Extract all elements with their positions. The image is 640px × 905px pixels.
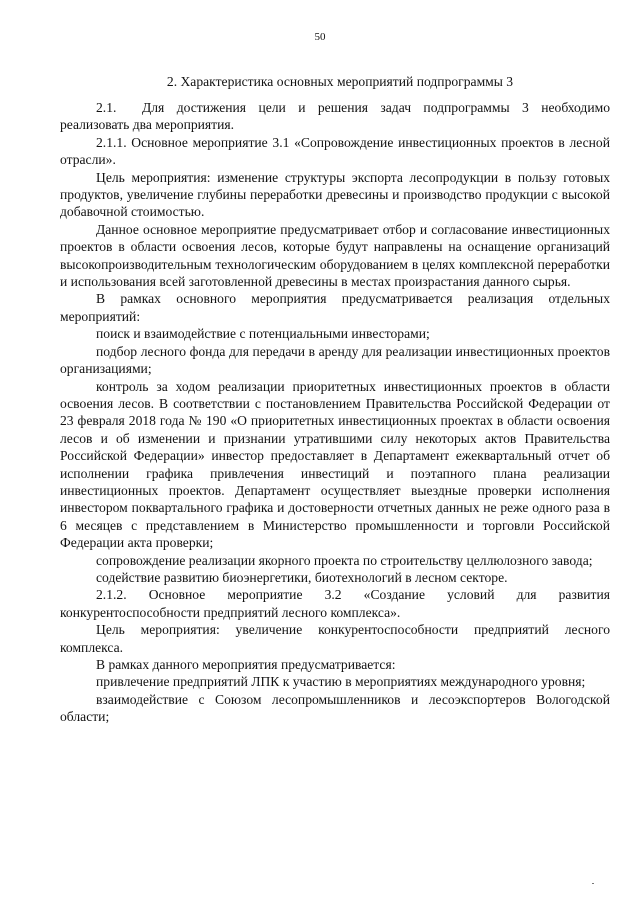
paragraph-12: Цель мероприятия: увеличение конкурентоспособности предприятий лесного комплекса.	[60, 622, 610, 655]
body-text	[60, 99, 610, 726]
paragraph-7: подбор лесного фонда для передачи в аренду для реализации инвестиционных проектов организациями;	[60, 343, 610, 377]
paragraph-2: 2.1.1. Основное мероприятие 3.1 «Сопровождение инвестиционных проектов в лесной отрасли».	[60, 134, 610, 168]
paragraph-6: поиск и взаимодействие с потенциальными инвесторами;	[96, 326, 430, 342]
paragraph-15: взаимодействие с Союзом лесопромышленников и лесоэкспортеров Вологодской области;	[60, 691, 610, 725]
paragraph-13: В рамках данного мероприятия предусматривается:	[96, 657, 396, 672]
paragraph-4: Данное основное мероприятие предусматривает отбор и согласование инвестиционных проектов в области освоения лесов, которые будут направлены на оснащение организаций высокопроизводительным технологическим оборудованием в целях комплексной переработки и использования всей заготовленной древесины в местах произрастания данного сырья.	[60, 221, 610, 290]
scan-mark	[592, 883, 594, 884]
section-heading: 2. Характеристика основных мероприятий подпрограммы 3	[166, 74, 514, 89]
paragraph-9: сопровождение реализации якорного проекта по строительству целлюлозного завода;	[96, 552, 593, 568]
paragraph-10: содействие развитию биоэнергетики, биотехнологий в лесном секторе.	[96, 569, 508, 585]
page-number: 50	[314, 31, 326, 43]
paragraph-number: 2.1.	[96, 100, 117, 115]
paragraph-14: привлечение предприятий ЛПК к участию в мероприятиях международного уровня;	[96, 674, 586, 690]
paragraph-8: контроль за ходом реализации приоритетных инвестиционных проектов в области освоения лесов. В соответствии с постановлением Правительства Российской Федерации от 23 февраля 2018 года № 190 «О приоритетных инвестиционных проектах в области освоения лесов и об изменении и признании утратившими силу некоторых актов Правительства Российской Федерации» инвестор предоставляет в Департамент ежеквартальный отчет об исполнении графика привлечения инвестиций и поэтапного плана реализации инвестиционных проектов. Департамент осуществляет выездные проверки исполнения инвестором поквартального графика и достоверности отчетных данных не реже одного раза в 6 месяцев с представлением в Министерство промышленности и торговли Российской Федерации акта проверки;	[60, 378, 610, 551]
paragraph-1-text: Для достижения цели и решения задач подпрограммы 3 необходимо реализовать два мероприятия.	[60, 100, 610, 133]
paragraph-11: 2.1.2. Основное мероприятие 3.2 «Создание условий для развития конкурентоспособности предприятий лесного комплекса».	[60, 587, 610, 620]
paragraph-3: Цель мероприятия: изменение структуры экспорта лесопродукции в пользу готовых продуктов, увеличение глубины переработки древесины и производство продукции с высокой добавочной стоимостью.	[60, 169, 610, 220]
paragraph-1	[60, 99, 610, 134]
paragraph-5: В рамках основного мероприятия предусматривается реализация отдельных мероприятий:	[60, 291, 610, 324]
